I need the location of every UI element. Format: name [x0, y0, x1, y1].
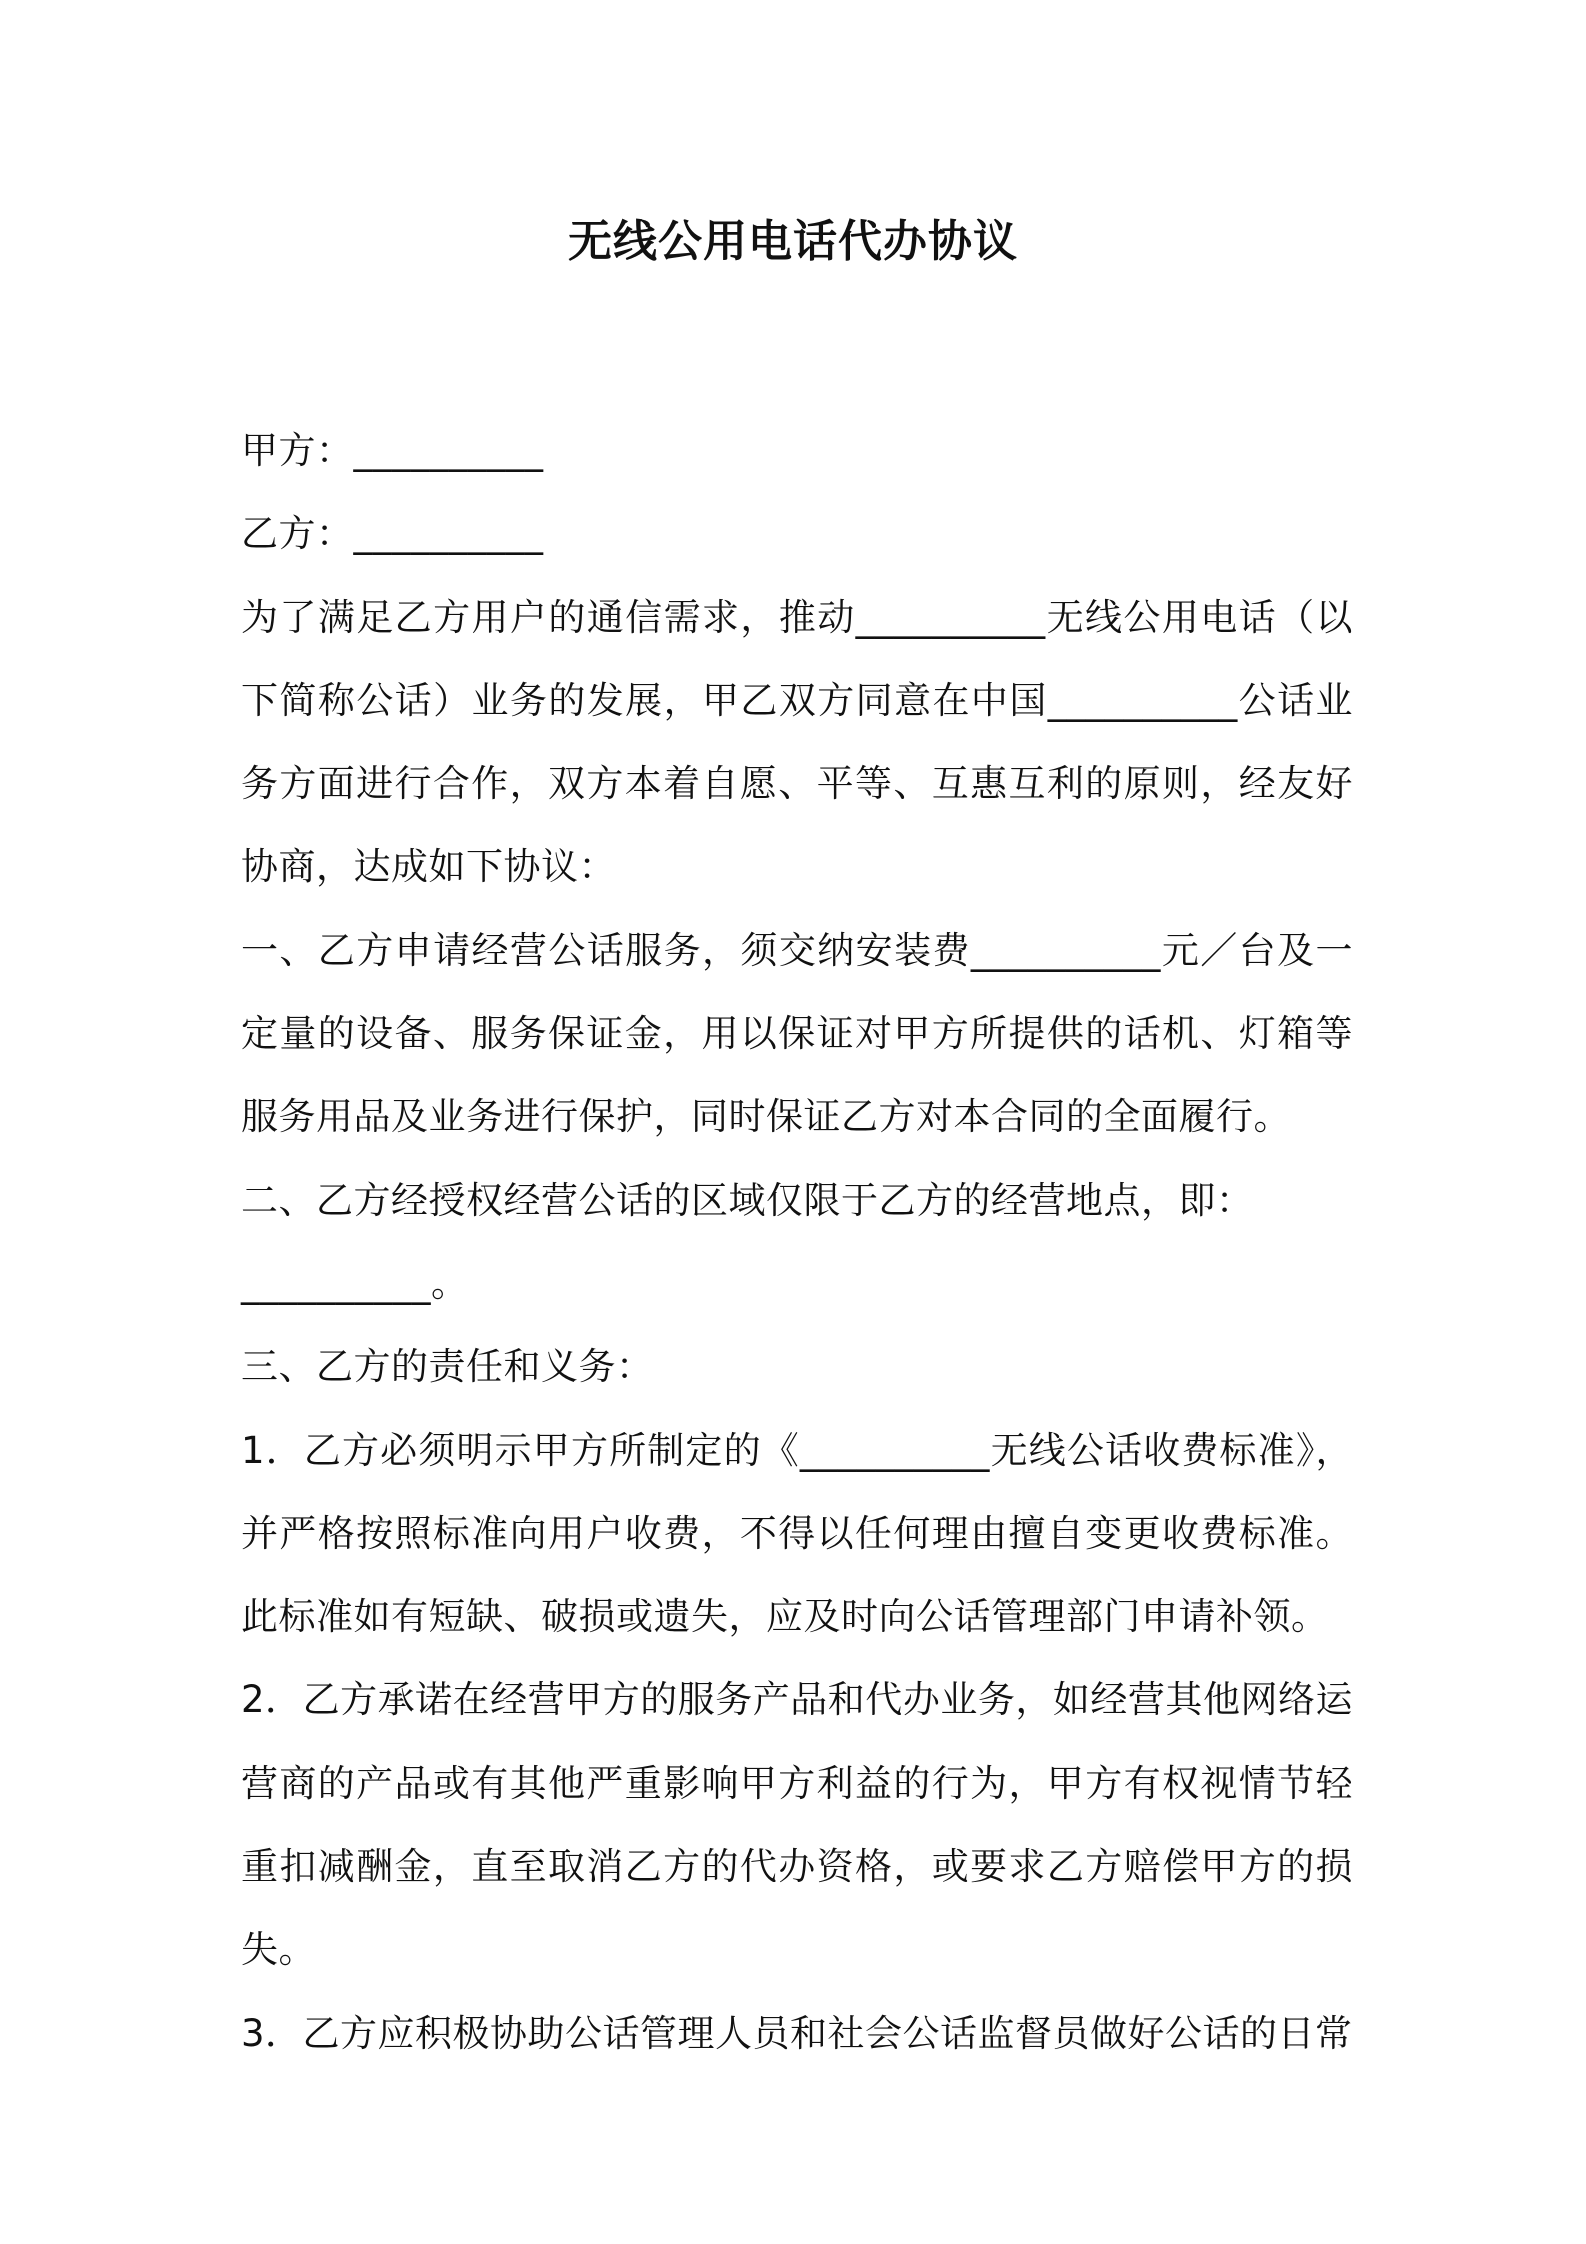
document-body: [241, 409, 1353, 2075]
clause-3-item-1: 1．乙方必须明示甲方所制定的《__________无线公话收费标准》，并严格按照标准向用户收费，不得以任何理由擅自变更收费标准。此标准如有短缺、破损或遗失，应及时向公话管理部门申请补领。: [241, 1428, 1353, 1639]
clause-3-heading: 三、乙方的责任和义务：: [241, 1345, 654, 1389]
clause-1-paragraph: 一、乙方申请经营公话服务，须交纳安装费__________元／台及一定量的设备、服务保证金，用以保证对甲方所提供的话机、灯箱等服务用品及业务进行保护，同时保证乙方对本合同的全面履行。: [241, 928, 1353, 1139]
party-b-line: 乙方：__________: [241, 512, 544, 556]
clause-2-location-blank: __________。: [241, 1261, 469, 1305]
preamble-paragraph: 为了满足乙方用户的通信需求，推动__________无线公用电话（以下简称公话）业务的发展，甲乙双方同意在中国__________公话业务方面进行合作，双方本着自愿、平等、互惠互利的原则，经友好协商，达成如下协议：: [241, 595, 1353, 889]
clause-2-paragraph: 二、乙方经授权经营公话的区域仅限于乙方的经营地点，即：: [241, 1178, 1254, 1222]
party-a-line: 甲方：__________: [241, 429, 544, 472]
clause-3-item-3: 3．乙方应积极协助公话管理人员和社会公话监督员做好公话的日常: [241, 2011, 1353, 2055]
document-title: 无线公用电话代办协议: [568, 216, 1018, 267]
clause-3-item-2: 2．乙方承诺在经营甲方的服务产品和代办业务，如经营其他网络运营商的产品或有其他严重影响甲方利益的行为，甲方有权视情节轻重扣减酬金，直至取消乙方的代办资格，或要求乙方赔偿甲方的损失。: [241, 1678, 1353, 1972]
